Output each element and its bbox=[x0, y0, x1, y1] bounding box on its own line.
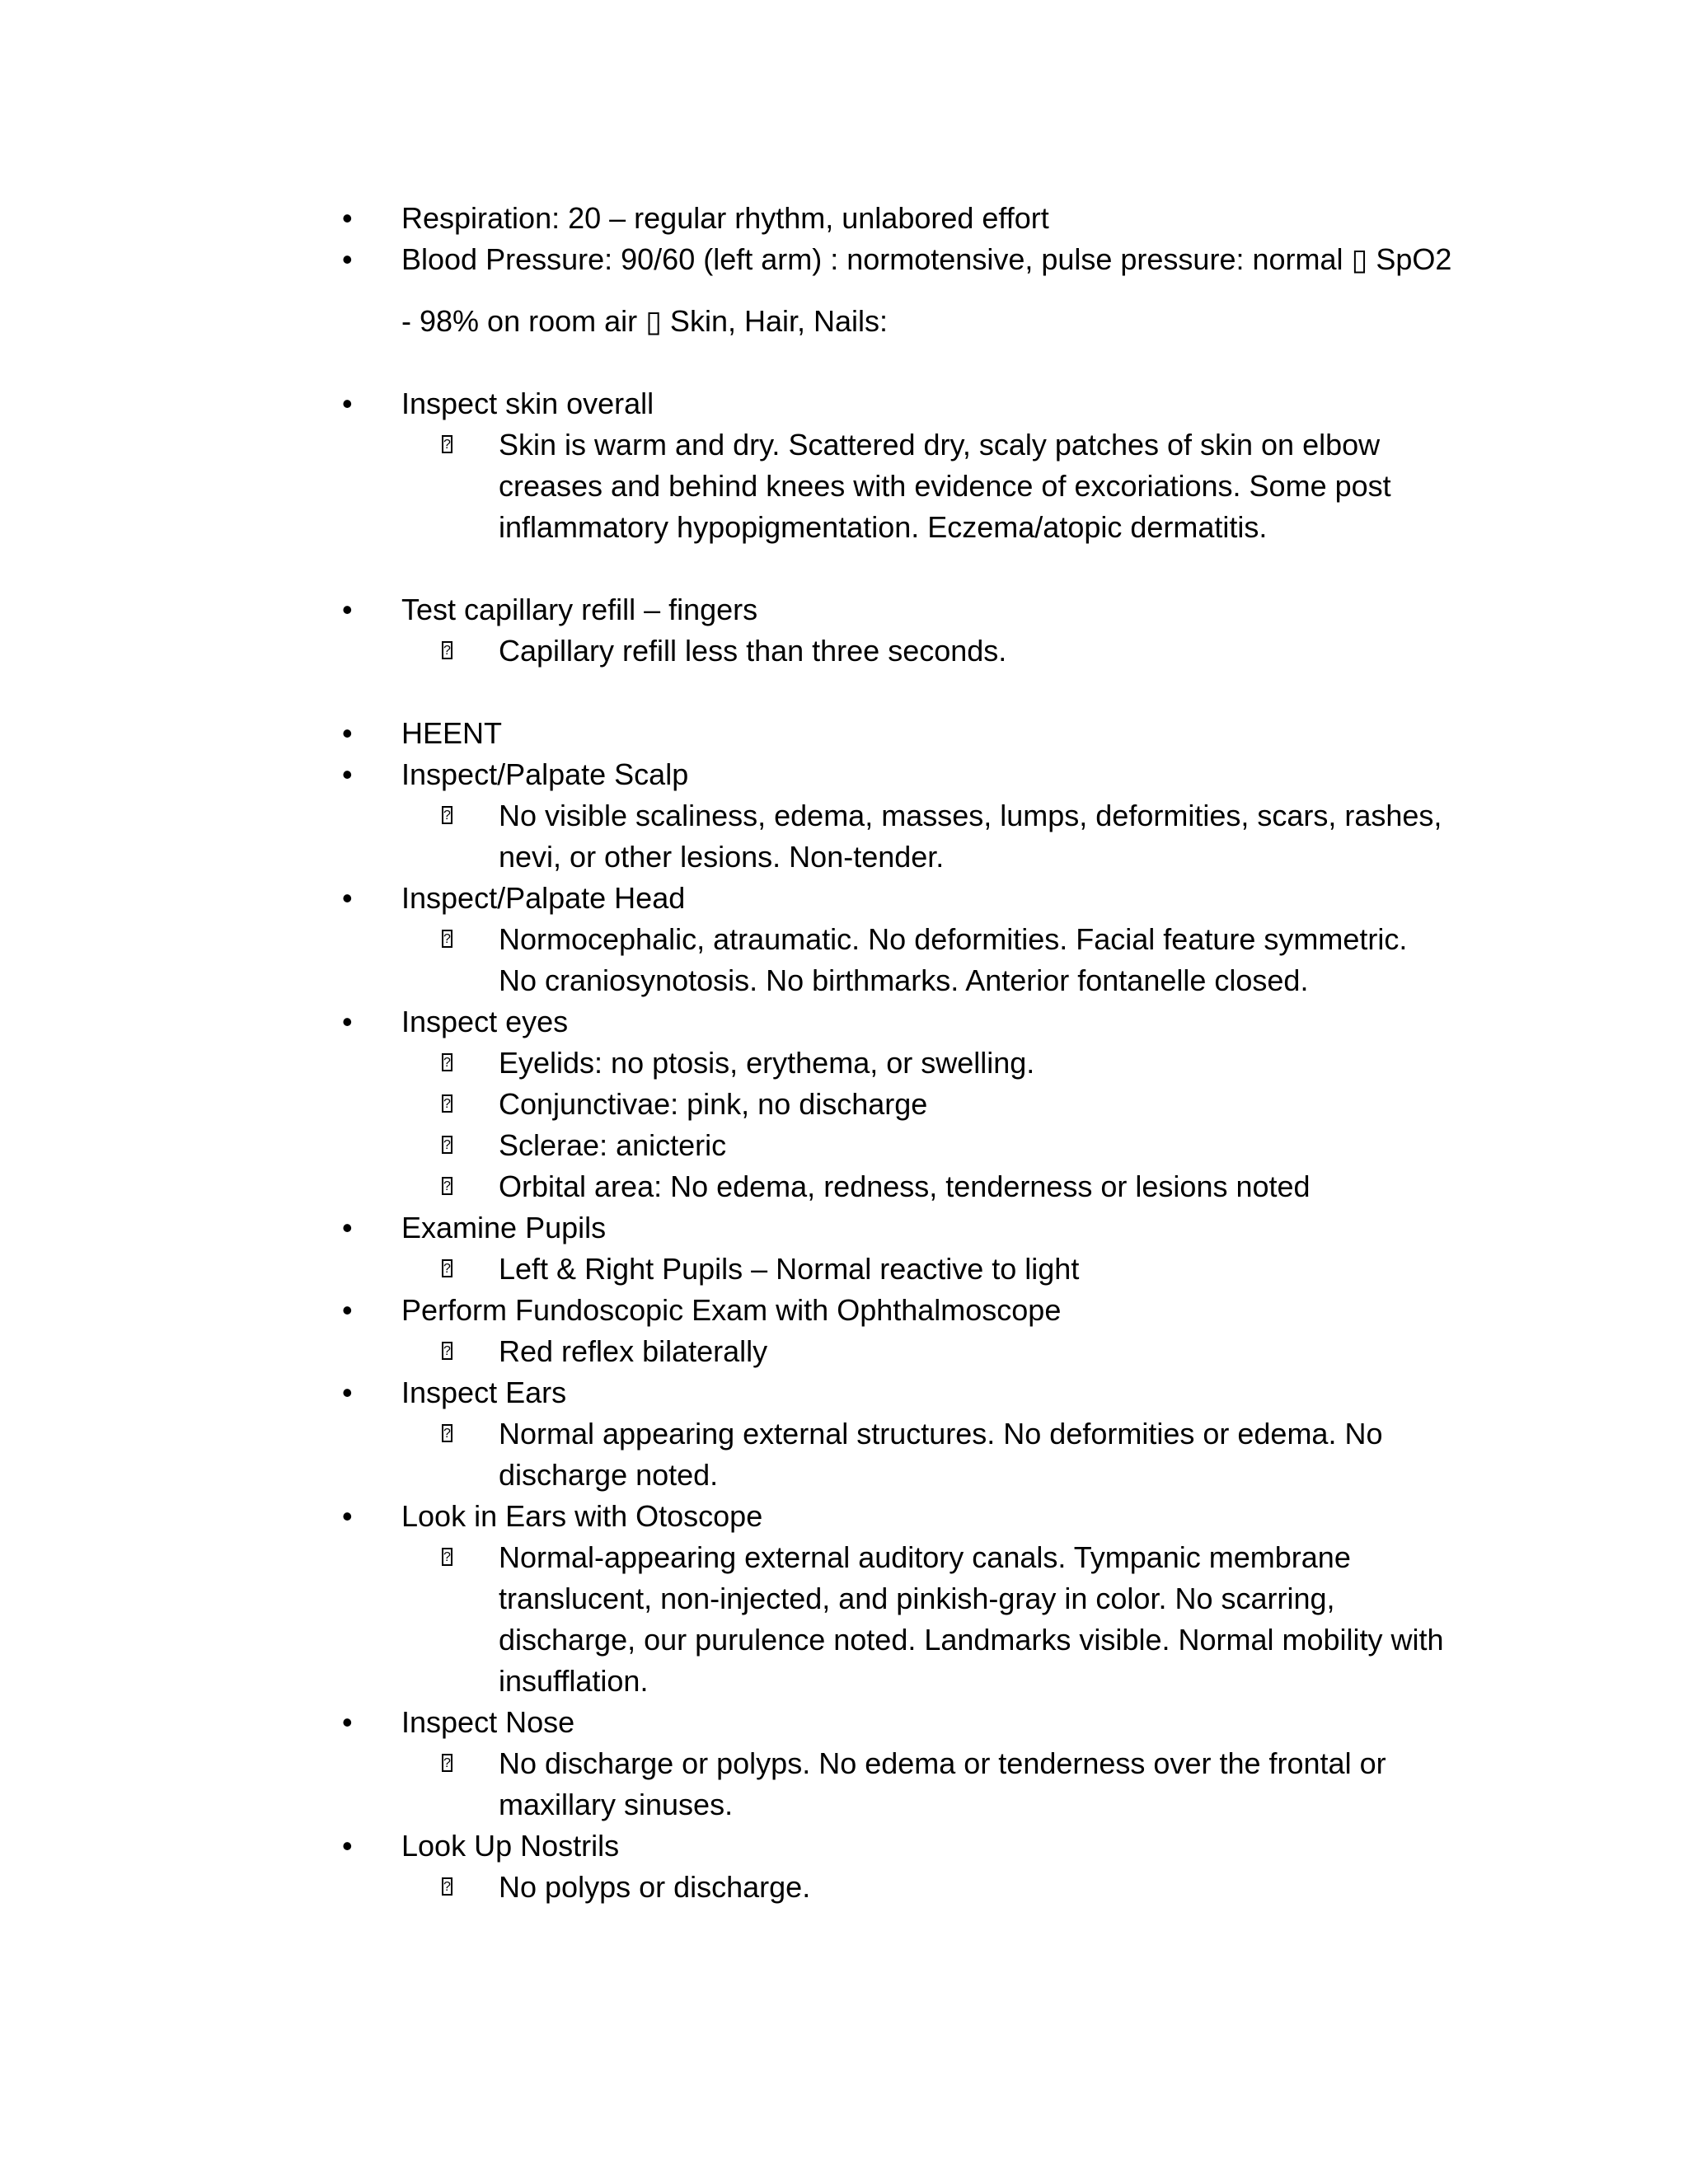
list-item-text: Perform Fundoscopic Exam with Ophthalmoscope bbox=[401, 1293, 1062, 1327]
spacer bbox=[0, 342, 1522, 383]
list-item-text: Inspect skin overall bbox=[401, 387, 654, 420]
list-item-text: Test capillary refill – fingers bbox=[401, 593, 758, 626]
sub-list-item-text bbox=[499, 1331, 1488, 1372]
text-line: No craniosynotosis. No birthmarks. Anterior fontanelle closed. bbox=[499, 963, 1309, 997]
missing-glyph-icon bbox=[442, 1177, 452, 1195]
bullet-icon: • bbox=[342, 1499, 353, 1533]
sub-list-item bbox=[0, 1166, 1522, 1207]
text-line: Sclerae: anicteric bbox=[499, 1128, 727, 1162]
bullet-icon: • bbox=[342, 242, 353, 276]
text-line: Red reflex bilaterally bbox=[499, 1334, 768, 1368]
text-line: maxillary sinuses. bbox=[499, 1788, 734, 1821]
list-item bbox=[0, 383, 1522, 424]
missing-glyph-icon bbox=[442, 641, 452, 659]
sub-list-item bbox=[0, 1867, 1522, 1908]
sub-list-item bbox=[0, 1331, 1522, 1372]
list-item bbox=[0, 1290, 1522, 1331]
sub-list-item bbox=[0, 630, 1522, 672]
spacer bbox=[0, 672, 1522, 713]
sub-list-item bbox=[0, 795, 1522, 878]
sub-list-item-text bbox=[499, 1413, 1488, 1496]
text-line: Orbital area: No edema, redness, tenderness or lesions noted bbox=[499, 1169, 1311, 1203]
list-item bbox=[0, 1702, 1522, 1743]
list-item-text: Inspect Nose bbox=[401, 1705, 575, 1739]
missing-glyph-icon bbox=[442, 1548, 452, 1566]
missing-glyph-icon bbox=[442, 806, 452, 824]
list-item-text: Inspect/Palpate Head bbox=[401, 881, 686, 915]
bullet-icon: • bbox=[342, 593, 353, 626]
sub-list-item bbox=[0, 919, 1522, 1001]
missing-glyph-icon bbox=[442, 1754, 452, 1772]
sub-list-item-text bbox=[499, 1537, 1488, 1702]
bullet-icon: • bbox=[342, 387, 353, 420]
bullet-icon: • bbox=[342, 1211, 353, 1244]
list-item-text: Inspect eyes bbox=[401, 1005, 569, 1038]
missing-glyph-icon bbox=[442, 435, 452, 453]
text-line: discharge, our purulence noted. Landmarks visible. Normal mobility with bbox=[499, 1623, 1444, 1657]
text-line: discharge noted. bbox=[499, 1458, 719, 1492]
list-item bbox=[0, 754, 1522, 795]
list-item bbox=[0, 713, 1522, 754]
sub-list-item-text bbox=[499, 1867, 1488, 1908]
sub-list-item bbox=[0, 1413, 1522, 1496]
sub-list-item bbox=[0, 1125, 1522, 1166]
sub-list-item bbox=[0, 1743, 1522, 1825]
list-item bbox=[0, 1372, 1522, 1413]
text-line: inflammatory hypopigmentation. Eczema/atopic dermatitis. bbox=[499, 510, 1268, 544]
text-line: No discharge or polyps. No edema or tenderness over the frontal or bbox=[499, 1746, 1386, 1780]
bullet-icon: • bbox=[342, 1293, 353, 1327]
missing-glyph-icon bbox=[442, 1342, 452, 1360]
text-line: No polyps or discharge. bbox=[499, 1870, 811, 1904]
list-item bbox=[0, 1207, 1522, 1249]
sub-list-item bbox=[0, 1537, 1522, 1702]
missing-glyph-icon bbox=[442, 1259, 452, 1277]
list-item bbox=[0, 198, 1522, 239]
sub-list-item-text bbox=[499, 424, 1488, 548]
sub-list-item-text bbox=[499, 1743, 1488, 1825]
sub-list-item bbox=[0, 1084, 1522, 1125]
list-item-text: Respiration: 20 – regular rhythm, unlabored effort bbox=[401, 201, 1049, 235]
exam-list bbox=[0, 198, 1522, 1908]
sub-list-item-text bbox=[499, 795, 1488, 878]
bullet-icon: • bbox=[342, 1376, 353, 1409]
sub-list-item-text bbox=[499, 1084, 1488, 1125]
list-item-text: HEENT bbox=[401, 716, 503, 750]
list-item bbox=[0, 1496, 1522, 1537]
bullet-icon: • bbox=[342, 1829, 353, 1863]
text-line: Normal appearing external structures. No deformities or edema. No bbox=[499, 1417, 1383, 1451]
text-line: Conjunctivae: pink, no discharge bbox=[499, 1087, 928, 1121]
sub-list-item-text bbox=[499, 1043, 1488, 1084]
text-line: Capillary refill less than three seconds. bbox=[499, 634, 1007, 668]
bullet-icon: • bbox=[342, 201, 353, 235]
sub-list-item-text bbox=[499, 1166, 1488, 1207]
list-item bbox=[0, 878, 1522, 919]
missing-glyph-icon bbox=[442, 1136, 452, 1154]
bullet-icon: • bbox=[342, 1705, 353, 1739]
sub-list-item bbox=[0, 1043, 1522, 1084]
list-item-text: Examine Pupils bbox=[401, 1211, 607, 1244]
missing-glyph-icon bbox=[442, 1094, 452, 1113]
bullet-icon: • bbox=[342, 1005, 353, 1038]
list-item-text: Look in Ears with Otoscope bbox=[401, 1499, 763, 1533]
text-line: translucent, non-injected, and pinkish-gray in color. No scarring, bbox=[499, 1582, 1335, 1615]
list-item-text: Blood Pressure: 90/60 (left arm) : normotensive, pulse pressure: normal ▯ SpO2 bbox=[401, 242, 1452, 276]
text-line: Left & Right Pupils – Normal reactive to light bbox=[499, 1252, 1080, 1286]
bullet-icon: • bbox=[342, 757, 353, 791]
list-item bbox=[0, 239, 1522, 342]
list-item bbox=[0, 1825, 1522, 1867]
sub-list-item bbox=[0, 1249, 1522, 1290]
spacer bbox=[0, 548, 1522, 589]
text-line: Eyelids: no ptosis, erythema, or swelling. bbox=[499, 1046, 1035, 1080]
list-item-text: Inspect Ears bbox=[401, 1376, 567, 1409]
text-line: No visible scaliness, edema, masses, lumps, deformities, scars, rashes, bbox=[499, 799, 1442, 832]
sub-list-item-text bbox=[499, 630, 1488, 672]
text-line: creases and behind knees with evidence of excoriations. Some post bbox=[499, 469, 1391, 503]
missing-glyph-icon bbox=[442, 1424, 452, 1442]
text-line: Normocephalic, atraumatic. No deformities. Facial feature symmetric. bbox=[499, 922, 1408, 956]
missing-glyph-icon bbox=[442, 1053, 452, 1071]
text-line: insufflation. bbox=[499, 1664, 649, 1698]
list-item-text: Look Up Nostrils bbox=[401, 1829, 620, 1863]
missing-glyph-icon bbox=[442, 1877, 452, 1896]
sub-list-item-text bbox=[499, 919, 1488, 1001]
list-item bbox=[0, 1001, 1522, 1043]
list-item bbox=[0, 589, 1522, 630]
text-line: nevi, or other lesions. Non-tender. bbox=[499, 840, 945, 874]
text-line: Skin is warm and dry. Scattered dry, scaly patches of skin on elbow bbox=[499, 428, 1381, 462]
bullet-icon: • bbox=[342, 716, 353, 750]
text-line: Normal-appearing external auditory canals. Tympanic membrane bbox=[499, 1540, 1351, 1574]
list-item-continuation: - 98% on room air ▯ Skin, Hair, Nails: bbox=[401, 304, 889, 338]
sub-list-item-text bbox=[499, 1125, 1488, 1166]
missing-glyph-icon bbox=[442, 930, 452, 948]
bullet-icon: • bbox=[342, 881, 353, 915]
list-item-text: Inspect/Palpate Scalp bbox=[401, 757, 689, 791]
sub-list-item-text bbox=[499, 1249, 1488, 1290]
sub-list-item bbox=[0, 424, 1522, 548]
